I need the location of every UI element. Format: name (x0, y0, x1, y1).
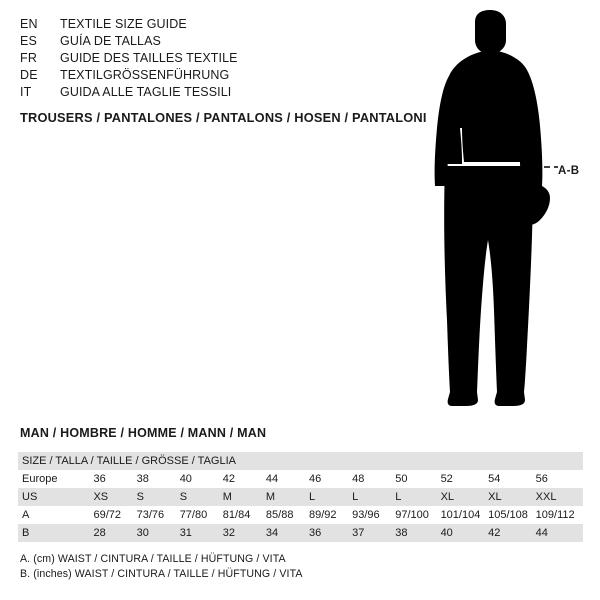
language-list (20, 16, 380, 101)
table-row (18, 506, 583, 524)
cell: L (395, 488, 440, 506)
footnote-b: B. (inches) WAIST / CINTURA / TAILLE / HÜFTUNG / VITA (20, 568, 303, 580)
language-text: TEXTILE SIZE GUIDE (60, 17, 187, 31)
cell: 42 (223, 470, 266, 488)
cell: 34 (266, 524, 309, 542)
cell: 28 (93, 524, 136, 542)
row-label: B (18, 524, 93, 542)
cell: 69/72 (93, 506, 136, 524)
language-row (20, 84, 380, 101)
language-text: GUÍA DE TALLAS (60, 34, 161, 48)
man-silhouette-icon (400, 10, 600, 410)
language-text: TEXTILGRÖSSENFÜHRUNG (60, 68, 230, 82)
language-row (20, 33, 380, 50)
cell: 50 (395, 470, 440, 488)
row-label: A (18, 506, 93, 524)
cell: 32 (223, 524, 266, 542)
cell: 56 (536, 470, 583, 488)
measurement-label: A-B (558, 165, 580, 177)
cell: 48 (352, 470, 395, 488)
cell: 89/92 (309, 506, 352, 524)
cell: 109/112 (536, 506, 583, 524)
language-code: EN (20, 17, 38, 31)
cell: 40 (441, 524, 489, 542)
cell: 44 (266, 470, 309, 488)
language-code: DE (20, 68, 38, 82)
cell: XS (93, 488, 136, 506)
table-row (18, 488, 583, 506)
cell: 77/80 (180, 506, 223, 524)
cell: 31 (180, 524, 223, 542)
cell: M (223, 488, 266, 506)
table-title: MAN / HOMBRE / HOMME / MANN / MAN (20, 426, 267, 440)
cell: S (180, 488, 223, 506)
cell: 97/100 (395, 506, 440, 524)
language-text: GUIDA ALLE TAGLIE TESSILI (60, 85, 232, 99)
table-row (18, 470, 583, 488)
size-table (18, 452, 583, 542)
cell: 81/84 (223, 506, 266, 524)
cell: 93/96 (352, 506, 395, 524)
table-header-label: SIZE / TALLA / TAILLE / GRÖSSE / TAGLIA (18, 452, 583, 470)
cell: 85/88 (266, 506, 309, 524)
cell: 52 (441, 470, 489, 488)
footnotes (20, 552, 303, 582)
cell: 46 (309, 470, 352, 488)
language-row (20, 50, 380, 67)
cell: 44 (536, 524, 583, 542)
cell: XL (441, 488, 489, 506)
cell: 37 (352, 524, 395, 542)
language-code: IT (20, 85, 32, 99)
row-label: US (18, 488, 93, 506)
language-code: ES (20, 34, 38, 48)
section-title: TROUSERS / PANTALONES / PANTALONS / HOSEN / PANTALONI (20, 110, 427, 125)
language-code: FR (20, 51, 38, 65)
cell: 105/108 (488, 506, 536, 524)
cell: 73/76 (137, 506, 180, 524)
row-label: Europe (18, 470, 93, 488)
table-row (18, 524, 583, 542)
cell: 40 (180, 470, 223, 488)
cell: S (137, 488, 180, 506)
table-header-row (18, 452, 583, 470)
cell: M (266, 488, 309, 506)
figure-illustration (400, 10, 600, 410)
measurement-point-b (529, 164, 534, 169)
cell: 30 (137, 524, 180, 542)
cell: 38 (395, 524, 440, 542)
language-row (20, 16, 380, 33)
cell: 42 (488, 524, 536, 542)
language-row (20, 67, 380, 84)
cell: 36 (93, 470, 136, 488)
cell: XXL (536, 488, 583, 506)
cell: L (309, 488, 352, 506)
cell: 101/104 (441, 506, 489, 524)
cell: XL (488, 488, 536, 506)
measurement-point-a (442, 164, 447, 169)
cell: 38 (137, 470, 180, 488)
cell: 36 (309, 524, 352, 542)
cell: 54 (488, 470, 536, 488)
cell: L (352, 488, 395, 506)
footnote-a: A. (cm) WAIST / CINTURA / TAILLE / HÜFTUNG / VITA (20, 553, 286, 565)
language-text: GUIDE DES TAILLES TEXTILE (60, 51, 238, 65)
